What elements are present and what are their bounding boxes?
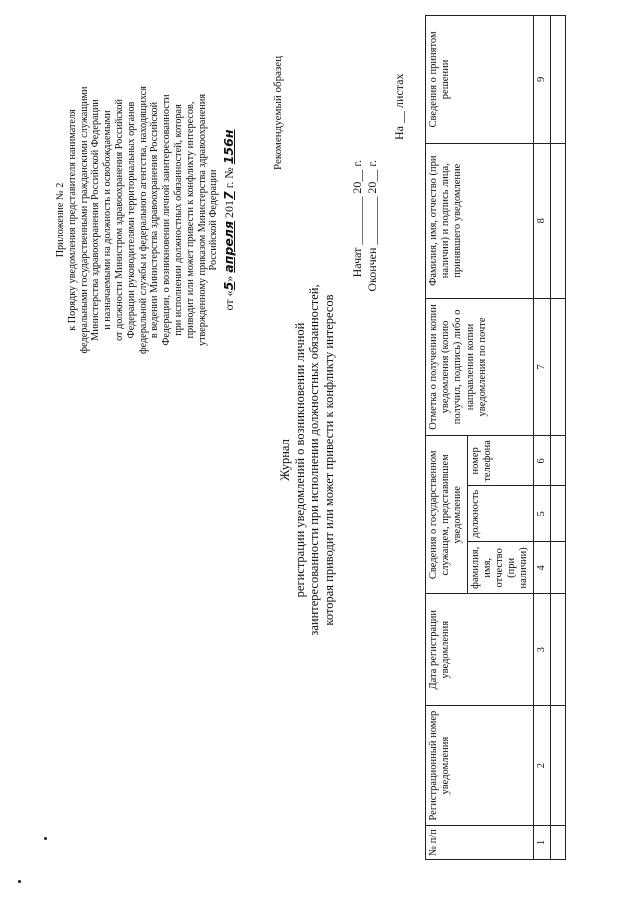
column-number: 2 — [533, 706, 550, 826]
order-year-prefix: 201 — [222, 200, 237, 221]
order-prefix: от « — [222, 290, 237, 311]
order-year-handwritten: 7 — [221, 191, 237, 200]
appendix-line: Министерства здравоохранения Российской Федерации — [90, 99, 102, 341]
header-cell: Дата регистрации уведомления — [426, 594, 534, 706]
appendix-line: Российской Федерации — [208, 169, 220, 271]
header-cell: Регистрационный номер уведомления — [426, 706, 534, 826]
header-cell: Отметка о получении копии уведомления (копию получил, подпись) либо о направлении копии уведомления по почте — [426, 298, 534, 436]
appendix-line: при исполнении должностных обязанностей, которая — [172, 104, 184, 336]
header-cell: фамилия, имя, отчество (при наличии) — [467, 542, 533, 594]
scan-speck — [44, 837, 47, 840]
empty-data-row — [550, 16, 565, 860]
order-number-prefix: г. № — [222, 164, 237, 192]
registration-table — [425, 15, 566, 860]
table-cell — [550, 16, 565, 144]
column-number: 9 — [533, 16, 550, 144]
appendix-line: приводит или может привести к конфликту интересов, — [184, 101, 196, 339]
journal-title — [278, 260, 336, 660]
journal-title-line: заинтересованности при исполнении должностных обязанностей, — [307, 284, 321, 636]
table-cell — [550, 486, 565, 542]
appendix-line: федеральными государственными гражданскими служащими — [78, 86, 90, 354]
column-number-row — [533, 16, 550, 860]
scan-speck — [18, 880, 21, 883]
appendix-line: Приложение № 2 — [55, 182, 66, 258]
column-number: 8 — [533, 143, 550, 298]
column-number: 5 — [533, 486, 550, 542]
column-number: 7 — [533, 298, 550, 436]
ended-date: Окончен ________ 20__ г. — [364, 160, 379, 292]
header-cell: номер телефона — [467, 436, 533, 486]
header-cell: должность — [467, 486, 533, 542]
header-cell: Фамилия, имя, отчество (при наличии) и подпись лица, принявшего уведомление — [426, 143, 534, 298]
table-cell — [550, 143, 565, 298]
header-cell: Сведения о государственном служащем, представившем уведомление — [426, 436, 468, 594]
table-cell — [550, 826, 565, 860]
appendix-header — [55, 50, 236, 390]
table-cell — [550, 706, 565, 826]
column-number: 1 — [533, 826, 550, 860]
order-month-handwritten: апреля — [221, 221, 237, 273]
header-cell: № п/п — [426, 826, 534, 860]
journal-title-line: регистрации уведомлений о возникновении личной — [292, 322, 307, 598]
order-reference — [222, 50, 236, 390]
journal-title-line: Журнал — [278, 439, 292, 481]
column-number: 6 — [533, 436, 550, 486]
column-number: 4 — [533, 542, 550, 594]
table-cell — [550, 298, 565, 436]
appendix-line: к Порядку уведомления представителя нанимателя — [66, 109, 78, 331]
appendix-line: федеральной службы и федерального агентства, находящихся — [137, 86, 149, 354]
journal-dates — [350, 160, 379, 390]
table-cell — [550, 542, 565, 594]
order-number-handwritten: 156н — [221, 129, 237, 165]
sheets-count: На __ листах — [392, 73, 406, 140]
header-row — [426, 16, 468, 860]
order-mid: » — [222, 272, 237, 282]
appendix-line: от должности Министром здравоохранения Российской — [113, 99, 125, 341]
started-date: Начат ________ 20__ г. — [350, 160, 364, 278]
header-cell: Сведения о принятом решении — [426, 16, 534, 144]
appendix-line: Федерации руководителями территориальных органов — [125, 101, 137, 339]
appendix-line: и назначаемыми на должность и освобождаемыми — [102, 110, 114, 330]
appendix-line: утвержденному приказом Министерства здравоохранения — [196, 93, 208, 347]
recommended-sample-label: Рекомендуемый образец — [272, 55, 284, 170]
appendix-line: в ведении Министерства здравоохранения Российской — [149, 101, 161, 339]
table-cell — [550, 594, 565, 706]
journal-title-line: которая приводит или может привести к конфликту интересов — [321, 294, 336, 626]
column-number: 3 — [533, 594, 550, 706]
table-cell — [550, 436, 565, 486]
order-day-handwritten: 5 — [221, 281, 237, 291]
appendix-line: Федерации, о возникновении личной заинтересованности — [161, 94, 173, 346]
